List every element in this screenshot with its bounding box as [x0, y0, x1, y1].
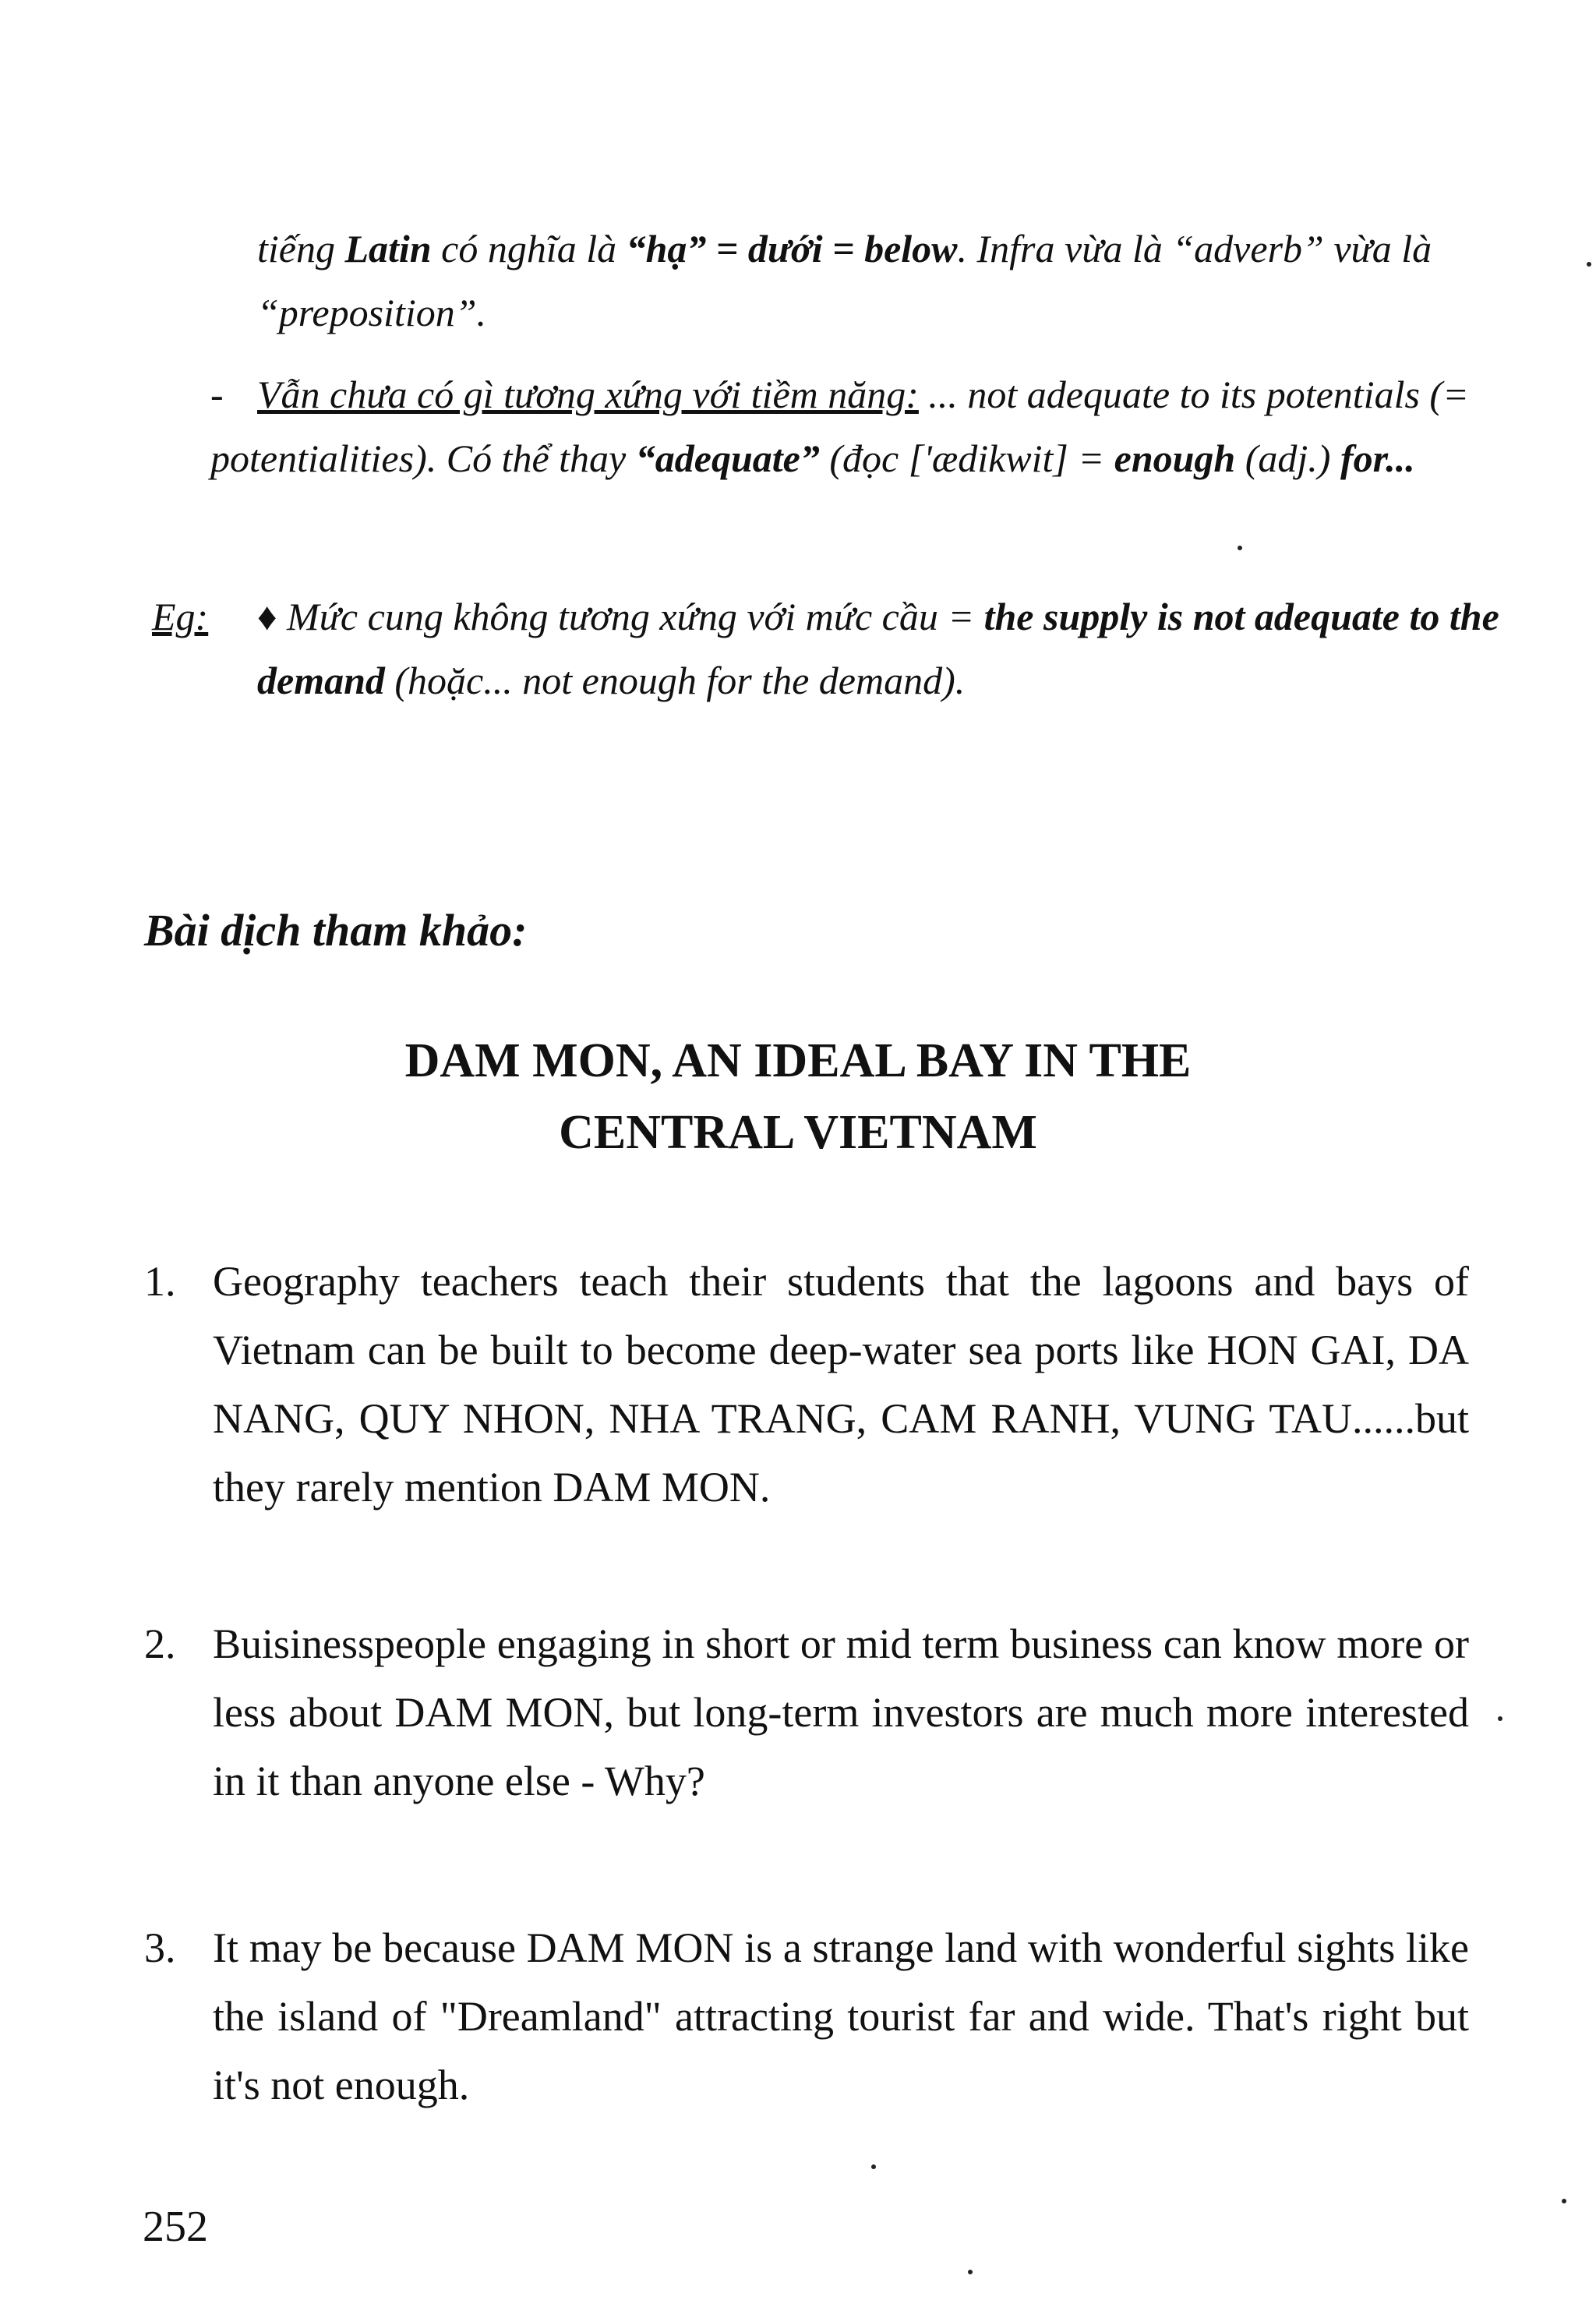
latin-note: [257, 217, 1488, 345]
example-body: [152, 585, 1504, 712]
paragraph-text: It may be because DAM MON is a strange land with wonderful sights like the island of "Dreamland" attracting tourist far and wide. That's right but it's not enough.: [213, 1924, 1469, 2108]
paragraph-text: Buisinesspeople engaging in short or mid term business can know more or less about DAM MON, but long-term investors are much more interested in it than anyone else - Why?: [213, 1620, 1469, 1804]
article-title: [0, 1025, 1596, 1168]
adequate-note: [210, 362, 1504, 490]
paragraph: [144, 1247, 1469, 1521]
note-text: ... not adequate to its potentials (= potentialities). Có thể thay: [210, 373, 1469, 480]
scan-speck: [1587, 262, 1591, 267]
title-line: DAM MON, AN IDEAL BAY IN THE: [404, 1034, 1192, 1087]
scan-speck: [1498, 1716, 1502, 1721]
example-label: Eg:: [152, 595, 209, 638]
paragraph: [144, 1913, 1469, 2119]
note-text: tiếng: [257, 227, 345, 270]
note-dash: -: [210, 373, 224, 416]
note-text: . Infra vừa là “adverb” vừa là “preposition”.: [257, 227, 1432, 334]
scan-speck: [1562, 2199, 1566, 2203]
note-underlined-phrase: Vẫn chưa có gì tương xứng với tiềm năng:: [257, 373, 919, 416]
note-bold-latin: Latin: [344, 227, 432, 270]
note-bold-below: “hạ” = dưới = below: [626, 227, 958, 270]
scan-speck: [968, 2270, 973, 2274]
note-text: có nghĩa là: [431, 227, 627, 270]
paragraph-number: 2.: [144, 1620, 176, 1667]
example-block: [152, 585, 1504, 712]
example-bold: the supply is not adequate to the demand: [257, 595, 1499, 702]
page-number: 252: [143, 2203, 208, 2251]
note-text: (adj.): [1235, 436, 1340, 480]
scan-speck: [1238, 546, 1242, 550]
note-bold-enough: enough: [1114, 436, 1236, 480]
note-bold-adequate: “adequate”: [635, 436, 820, 480]
note-text: (đọc ['ædikwit] =: [819, 436, 1114, 480]
example-text: Mức cung không tương xứng với mức cầu =: [277, 595, 984, 638]
translation-heading: Bài dịch tham khảo:: [144, 905, 528, 956]
scan-speck: [871, 2164, 876, 2169]
title-line: CENTRAL VIETNAM: [559, 1106, 1037, 1159]
paragraph-text: Geography teachers teach their students that the lagoons and bays of Vietnam can be built to become deep-water sea ports like HON GAI, DA NANG, QUY NHON, NHA TRANG, CAM RANH, VUNG TAU......but they rarely mention DAM MON.: [213, 1258, 1469, 1511]
example-text: (hoặc... not enough for the demand).: [384, 659, 966, 702]
paragraph-number: 3.: [144, 1924, 176, 1971]
paragraph: [144, 1610, 1469, 1815]
diamond-bullet-icon: ♦: [257, 595, 277, 638]
note-bold-for: for...: [1340, 436, 1415, 480]
paragraph-number: 1.: [144, 1258, 176, 1305]
